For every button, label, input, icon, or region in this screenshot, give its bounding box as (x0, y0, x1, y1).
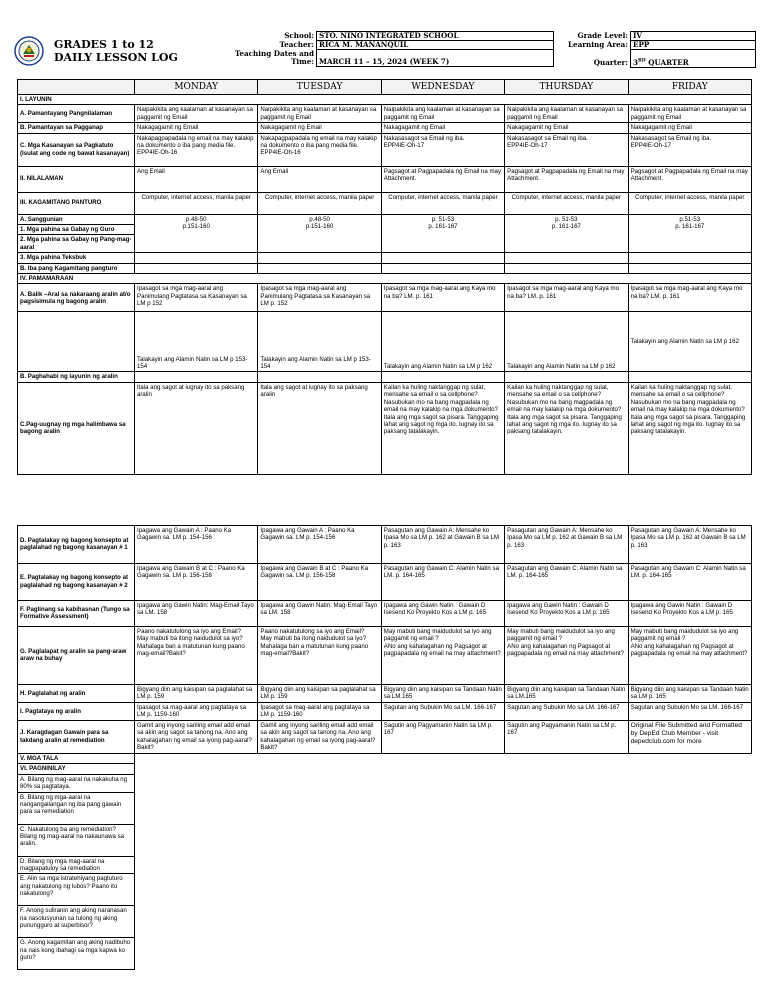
section-row-layunin (18, 95, 752, 105)
cell-thu: Nakagagamit ng Email (505, 123, 628, 133)
row-label: B. Bilang ng mga-aaral na nangangailangan ng iba pang gawain para sa remediation (18, 792, 135, 824)
guro-pages: p.48-50 (309, 215, 330, 223)
page-gap (18, 474, 752, 525)
cell-tue: Ipasagot sa mag-aaral ang pagtataya sa LM p. 1159-160 (258, 702, 381, 720)
row-label: E. Pagtalakay ng bagong konsepto at paglalahad ng bagong kasanayan # 2 (18, 563, 135, 600)
row-label-empty (18, 312, 135, 372)
deped-seal-icon (14, 36, 44, 66)
row-label: A. Bilang ng mag-aaral na nakakuha ng 80% sa pagtataya. (18, 774, 135, 792)
cell-fri: Computer, internet access, manila paper (628, 192, 751, 214)
corner-cell (18, 80, 135, 95)
row-pag-g (18, 938, 752, 970)
cell-wed: Pasagutan ang Gawain C: Alamin Natin sa LM. p. 164-165 (381, 563, 504, 600)
cell-fri: Ipasagot sa mga mag-aaral ang Kaya mo na ba? LM. p. 161 (628, 284, 751, 312)
cell-fri: Pasagutan ang Gawain C: Alamin Natin sa LM. p. 164-165 (628, 563, 751, 600)
quarter-value: 3RD QUARTER (631, 58, 756, 68)
row-pag-d (18, 856, 752, 874)
row-label: G. Paglalapat ng aralin sa pang-araw araw na buhay (18, 626, 135, 684)
row-pag-e (18, 874, 752, 906)
cell-mon: Paano nakatutulong sa iyo ang Email? May mabuti ba itong naidudulot sa iyo? Mahalaga ban a matutunan kung paano mag-email?Bakit? (135, 626, 258, 684)
row-label: I. Pagtataya ng aralin (18, 702, 135, 720)
mag-pages: p.151-160 (305, 223, 334, 231)
cell-wed: Pagsagot at Pagpapadala ng Email na may Attachment. (381, 166, 504, 192)
cell-tue (258, 214, 381, 253)
mag-pages: p. 161-167 (428, 223, 458, 231)
cell-tue: Ipagawa ang Gawin Natin: Mag-Email Tayo sa LM. 158 (258, 600, 381, 626)
cell-mon: Computer, internet access, manila paper (135, 192, 258, 214)
cell-tue: Ipagawa ang Gawain B at C : Paano Ka Gagawin sa. LM p. 156-158 (258, 563, 381, 600)
header-info-right (548, 31, 756, 68)
cell-wed: Sagutan ang Subukin Mo sa LM. 166-167 (381, 702, 504, 720)
cell-wed: Nakagagamit ng Email (381, 123, 504, 133)
row-teksbuk (18, 253, 752, 263)
row-g-paglalapat (18, 626, 752, 684)
row-f-paglinang (18, 600, 752, 626)
watermark-text: Original File Submitted and Formatted by DepEd Club Member - visit depedclub.com for more (628, 720, 751, 753)
section-row-mga-tala (18, 753, 752, 763)
row-h-paglalahat (18, 684, 752, 702)
row-label: J. Karagdagan Gawain para sa takdang aralin at remediation (18, 720, 135, 753)
title-line-1: GRADES 1 to 12 (54, 38, 154, 51)
cell-mon: Ipasagot sa mag-aaral ang pagtataya sa LM p. 1159-160 (135, 702, 258, 720)
row-sanggunian (18, 214, 752, 224)
cell-thu: Computer, internet access, manila paper (505, 192, 628, 214)
cell-mon: Nakagagamit ng Email (135, 123, 258, 133)
quarter-spacer (631, 50, 756, 59)
guro-pages: p.48-50 (185, 215, 207, 223)
cell-thu: Ipasagot sa mga mag-aaral ang Kaya mo na ba? LM. p. 161 (505, 284, 628, 312)
cell-mon: Ipagawa ang Gawain A : Paano Ka Gagawin sa. LM p. 154-156 (135, 525, 258, 563)
guro-pages: p. 51-53 (431, 215, 455, 223)
cell-tue: Talakayin ang Alamin Natin sa LM p 153-154 (258, 312, 381, 372)
cell-fri: Nakasasagot sa Email ng iba. EPP4IE-Oh-17 (628, 133, 751, 166)
day-tuesday: TUESDAY (258, 80, 381, 95)
row-label: G. Anong kagamitan ang aking nadibuho na nais kong ibahagi sa mga kapwa ko guro? (18, 938, 135, 970)
cell-thu: Bigyang diin ang kaisipan sa Tandaan Natin sa LM.165 (505, 684, 628, 702)
quarter-label: Quarter: (593, 57, 628, 67)
day-monday: MONDAY (135, 80, 258, 95)
dates-value: MARCH 11 – 15, 2024 (WEEK 7) (317, 58, 554, 67)
row-label: D. Bilang ng mga mag-aaral na magpapatuloy sa remediation (18, 856, 135, 874)
cell-wed: Talakayin ang Alamin Natin sa LM p 162 (381, 312, 504, 372)
grade-value: IV (631, 32, 756, 41)
section-pagninilay: VI. PAGNINILAY (18, 764, 135, 774)
section-layunin: I. LAYUNIN (18, 95, 752, 105)
cell-wed: Nakasasagot sa Email ng iba. EPP4IE-Oh-17 (381, 133, 504, 166)
cell-tue: Ang Email (258, 166, 381, 192)
row-label: B. Paghahabi ng layunin ng aralin (18, 372, 135, 382)
cell-fri: Bigyang diin ang kaisipan sa Tandaan Natin sa LM p. 165 (628, 684, 751, 702)
row-label: A. Sanggunian (18, 214, 135, 224)
row-label: B. Pamantayan sa Pagganap (18, 123, 135, 133)
cell-wed: Ipasagot sa mga mag-aaral ang Kaya mo na ba? LM. p. 161 (381, 284, 504, 312)
mag-pages: p. 161-167 (675, 223, 705, 231)
cell-wed: Bigyang diin ang kaisipan sa Tandaan Natin sa LM.165 (381, 684, 504, 702)
cell-tue: Naipakikita ang kaalaman at kasanayan sa paggamit ng Email (258, 105, 381, 123)
row-j-karagdagan (18, 720, 752, 753)
cell-thu: Sagutin ang Pagyamanin Natin sa LM p. 167 (505, 720, 628, 753)
cell-wed: Pasagutan ang Gawain A: Mensahe ko Ipasa Mo sa LM p. 162 at Gawain B sa LM p. 163 (381, 525, 504, 563)
row-pag-c (18, 824, 752, 856)
row-label: F. Anong suliranin ang aking naranasan na nasolusyunan sa tulong ng aking punungguro at superbisor? (18, 906, 135, 938)
area-label: Learning Area: (567, 40, 628, 49)
cell-fri: Nakagagamit ng Email (628, 123, 751, 133)
cell-mon: Gamit ang inyong sariling email add email sa akin ang sagot sa tanong na, Ano ang kahalagahan ng email sa iyong pag-aaral?Bakit? (135, 720, 258, 753)
row-d-pagtalakay (18, 525, 752, 563)
cell-tue: Itala ang sagot at iugnay ito sa paksang aralin (258, 382, 381, 474)
cell-wed: Ipagawa ang Gawin Natin : Gawain D Isesend Ko Proyekto Kos a LM p. 165 (381, 600, 504, 626)
row-label: C. Mga Kasanayan sa Pagkatuto (Isulat ang code ng bawat kasanayan) (18, 133, 135, 166)
row-label: D. Pagtalakay ng bagong konsepto at paglalahad ng bagong kasanayan # 1 (18, 525, 135, 563)
cell-mon: Ipasagot sa mga mag-aaral ang Panimulang Pagtatasa sa Kasanayan sa LM p 152 (135, 284, 258, 312)
mag-pages: p. 161-167 (551, 223, 581, 231)
header-info-left (222, 31, 554, 67)
day-friday: FRIDAY (628, 80, 751, 95)
day-header-row (18, 80, 752, 95)
cell-fri: Kailan ka huling naktanggap ng sulat, mensahe sa email o sa cellphone? Nasubukan mo na bang magpadala ng email na may kalakip na mga dokumento? Itala ang mga sagot sa pisara. Tanggaping lahat ang sagot ng mga ito. Iugnay ito sa paksang tatalakayin. (628, 382, 751, 474)
cell-thu: Nakasasagot sa Email ng iba. EPP4IE-Oh-17 (505, 133, 628, 166)
grade-label: Grade Level: (577, 31, 628, 40)
row-label: A. Balik –Aral sa nakaraang aralin at/o pagsisimula ng bagong aralin (18, 284, 135, 312)
cell-thu: Sagutan ang Subukin Mo sa LM. 166-167 (505, 702, 628, 720)
row-label: H. Paglalahat ng aralin (18, 684, 135, 702)
cell-thu: Talakayin ang Alamin Natin sa LM p 162 (505, 312, 628, 372)
cell-fri: Ipagawa ang Gawin Natin : Gawain D Isesend Ko Proyekto Kos a LM p. 165 (628, 600, 751, 626)
cell-thu: Ipagawa ang Gawin Natin : Gawain D Isesend Ko Proyekto Kos a LM p. 165 (505, 600, 628, 626)
cell-wed (381, 214, 504, 253)
dates-label-2: Time: (291, 57, 314, 67)
section-row-pagninilay (18, 764, 752, 774)
cell-mon: Talakayin ang Alamin Natin sa LM p 153-154 (135, 312, 258, 372)
cell-thu: Kailan ka huling naktanggap ng sulat, mensahe sa email o sa cellphone? Nasubukan mo na bang magpadala ng email na may kalakip na mga dokumento? Itala ang mga sagot sa pisara. Tanggaping lahat ang sagot ng mga ito. Iugnay ito sa paksang tatalakayin. (505, 382, 628, 474)
cell-fri: May mabuti bang maidudulot sa iyo ang paggamit ng email ? ANo ang kahalagahan ng Pagsagot at pagpapadala ng email na may attachment? (628, 626, 751, 684)
row-nilalaman (18, 166, 752, 192)
title-line-2: DAILY LESSON LOG (54, 51, 178, 64)
cell-fri: Sagutan ang Subukin Mo sa LM. 166-167 (628, 702, 751, 720)
cell-mon: Bigyang diin ang kaisipan sa paglalahat sa LM p. 159 (135, 684, 258, 702)
teacher-label: Teacher: (279, 40, 314, 49)
cell-fri: Naipakikita ang kaalaman at kasanayan sa paggamit ng Email (628, 105, 751, 123)
cell-thu: Naipakikita ang kaalaman at kasanayan sa paggamit ng Email (505, 105, 628, 123)
teacher-value: RICA M. MANANQUIL (317, 41, 554, 50)
cell-fri: Talakayin ang Alamin Natin sa LM p 162 (628, 312, 751, 372)
row-iba-pang (18, 263, 752, 273)
cell-wed: Sagutin ang Pagyamanin Natin sa LM p. 167 (381, 720, 504, 753)
cell-mon (135, 214, 258, 253)
row-label: II. NILALAMAN (18, 166, 135, 192)
row-label: III. KAGAMITANG PANTURO (18, 192, 135, 214)
cell-tue: Ipasagot sa mga mag-aaral ang Panimulang Pagtatasa sa Kasanayan sa LM p. 152 (258, 284, 381, 312)
cell-mon: Nakapagpapadala ng email na may kalakip na dokumento o iba pang media file. EPP4IE-Oh-16 (135, 133, 258, 166)
row-label: 1. Mga pahina sa Gabay ng Guro (18, 225, 135, 235)
cell-mon: Itala ang sagot at iugnay ito sa paksang aralin (135, 382, 258, 474)
cell-tue: Computer, internet access, manila paper (258, 192, 381, 214)
cell-fri (628, 214, 751, 253)
day-thursday: THURSDAY (505, 80, 628, 95)
section-row-pamamaraan (18, 274, 752, 284)
area-value: EPP (631, 41, 756, 50)
cell-fri: Pagsagot at Pagpapadala ng Email na may Attachment. (628, 166, 751, 192)
mag-pages: p.151-160 (182, 223, 210, 231)
cell-thu: May mabuti bang maidudulot sa iyo ang paggamit ng email ? ANo ang kahalagahan ng Pagsagot at pagpapadala ng email na may attachment? (505, 626, 628, 684)
row-pag-uugnay (18, 382, 752, 474)
row-label: 3. Mga pahina Teksbuk (18, 253, 135, 263)
cell-thu (505, 214, 628, 253)
cell-mon: Ang Email (135, 166, 258, 192)
row-kasanayan (18, 133, 752, 166)
cell-fri: Pasagutan ang Gawain A: Mensahe ko Ipasa Mo sa LM p. 162 at Gawain B sa LM p. 163 (628, 525, 751, 563)
row-kagamitang (18, 192, 752, 214)
row-label: C. Nakatulong ba ang remediation? Bilang ng mag-aaral na nakaunawa sa aralin. (18, 824, 135, 856)
cell-tue: Ipagawa ang Gawain A : Paano Ka Gagawin sa. LM p. 154-156 (258, 525, 381, 563)
row-label: 2. Mga pahina sa Gabay ng Pang-mag-aaral (18, 235, 135, 253)
row-label: A. Pamantayang Pangnilalaman (18, 105, 135, 123)
cell-mon: Ipagawa ang Gawin Natin: Mag-Email Tayo sa LM. 158 (135, 600, 258, 626)
row-label: E. Alin sa mga istratehiyang pagtuturo ang nakatulong ng lubos? Paano ito nakatulong? (18, 874, 135, 906)
row-label: C.Pag-uugnay ng mga halimbawa sa bagong aralin (18, 382, 135, 474)
school-label: School: (284, 31, 314, 40)
cell-wed: Naipakikita ang kaalaman at kasanayan sa paggamit ng Email (381, 105, 504, 123)
row-balik-aral (18, 284, 752, 312)
cell-wed: Computer, internet access, manila paper (381, 192, 504, 214)
row-e-pagtalakay (18, 563, 752, 600)
section-mga-tala: V. MGA TALA (18, 753, 135, 763)
school-value: STO. NINO INTEGRATED SCHOOL (317, 32, 554, 41)
cell-mon: Ipagawa ang Gawain B at C : Paano Ka Gagawin sa. LM p. 156-158 (135, 563, 258, 600)
row-pamantayang (18, 105, 752, 123)
row-i-pagtataya (18, 702, 752, 720)
cell-thu: Pasagutan ang Gawain A: Mensahe ko Ipasa Mo sa LM p. 162 at Gawain B sa LM p. 163 (505, 525, 628, 563)
row-label: F. Paglinang sa kabihasnan (Tungo sa Formative Assessment) (18, 600, 135, 626)
cell-mon: Naipakikita ang kaalaman at kasanayan sa paggamit ng Email (135, 105, 258, 123)
row-talakayin (18, 312, 752, 372)
document-title (54, 38, 178, 64)
cell-wed: Kailan ka huling naktanggap ng sulat, mensahe sa email o sa cellphone? Nasubukan mo na bang magpadala ng email na may kalakip na mga dokumento? Itala ang mga sagot sa pisara. Tanggaping lahat ang sagot ng mga ito. Iugnay ito sa paksang tatalakayin. (381, 382, 504, 474)
cell-tue: Bigyang diin ang kaisipan sa paglalahat sa LM p. 159 (258, 684, 381, 702)
section-pamamaraan: IV. PAMAMARAAN (18, 274, 752, 284)
guro-pages: p. 51-53 (555, 215, 578, 223)
row-pagganap (18, 123, 752, 133)
cell-thu: Pagsagot at Pagpapadala ng Email na may Attachment. (505, 166, 628, 192)
cell-tue: Nakagagamit ng Email (258, 123, 381, 133)
cell-thu: Pasagutan ang Gawain C: Alamin Natin sa LM. p. 164-165 (505, 563, 628, 600)
cell-wed: May mabuti bang maidudulot sa iyo ang paggamit ng email ? ANo ang kahalagahan ng Pagsagot at pagpapadala ng email na may attachment? (381, 626, 504, 684)
row-pag-a (18, 774, 752, 792)
guro-pages: p.51-53 (679, 215, 701, 223)
cell-tue: Paano nakatutulong sa iyo ang Email? May mabuti ba itong naidudulot sa iyo? Mahalaga ban a matutunan kung paano mag-email?Bakit? (258, 626, 381, 684)
row-paghahabi (18, 372, 752, 382)
lesson-log-table (17, 79, 752, 970)
day-wednesday: WEDNESDAY (381, 80, 504, 95)
row-pag-b (18, 792, 752, 824)
cell-tue: Gamit ang inyong sariling email add email sa akin ang sagot sa tanong na, Ano ang kahalagahan ng email sa iyong pag-aaral?Bakit? (258, 720, 381, 753)
row-label: B. Iba pang Kagamitang pangturo (18, 263, 135, 273)
dates-label-1: Teaching Dates and (234, 48, 314, 58)
row-pag-f (18, 906, 752, 938)
cell-tue: Nakapagpapadala ng email na may kalakip na dokumento o iba pang media file. EPP4IE-Oh-16 (258, 133, 381, 166)
